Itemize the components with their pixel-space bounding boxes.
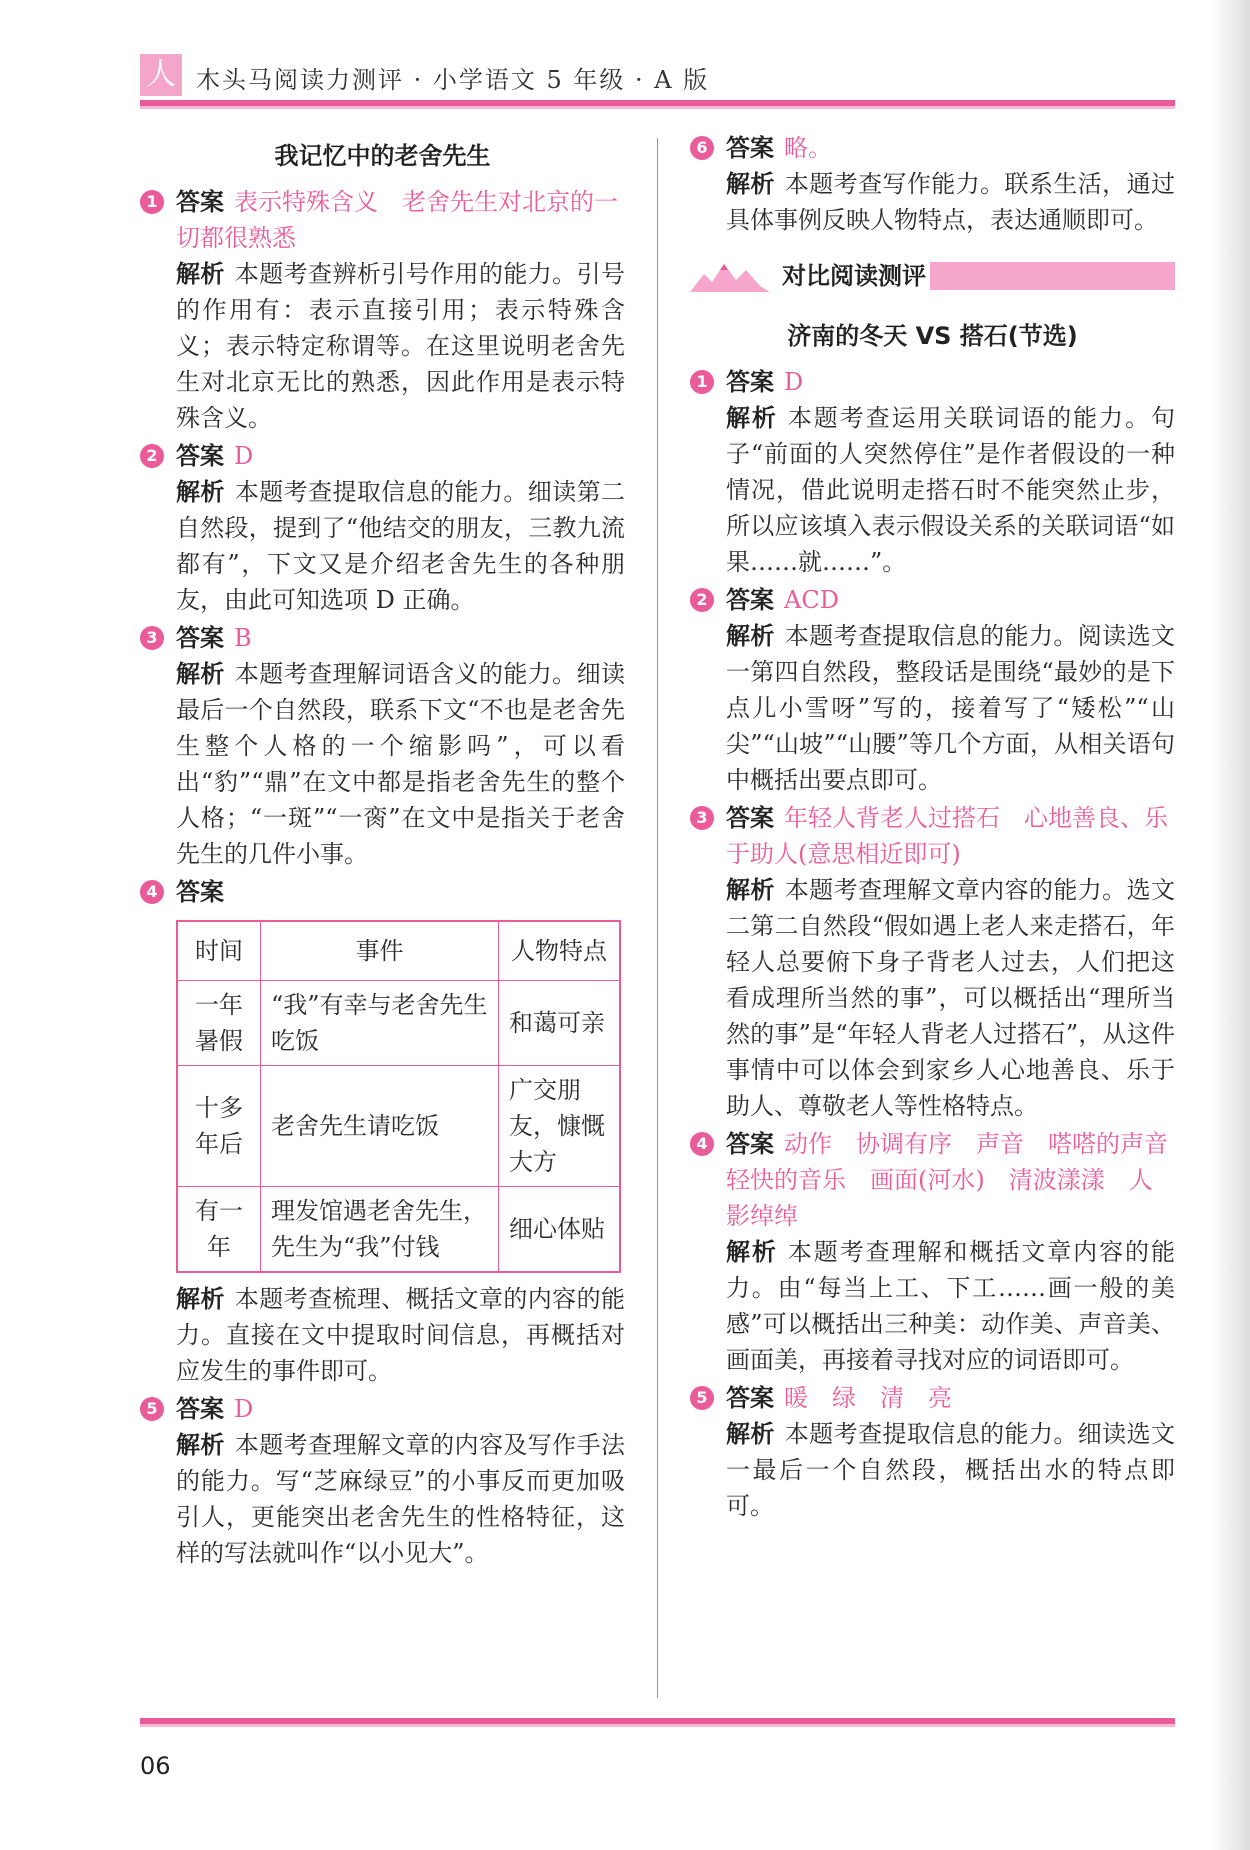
answer-table xyxy=(176,920,621,1273)
question-number: 4 xyxy=(140,880,164,904)
table-header: 人物特点 xyxy=(499,921,621,981)
analysis-line xyxy=(726,1234,1175,1378)
analysis-label: 解析 xyxy=(726,622,775,650)
table-header-row xyxy=(177,921,620,981)
answer-label: 答案 xyxy=(176,624,224,652)
analysis-text: 本题考查理解词语含义的能力。细读最后一个自然段，联系下文“不也是老舍先生整个人格的一个缩影吗”，可以看出“豹”“鼎”在文中都是指老舍先生的整个人格；“一斑”“一脔”在文中是指关于老舍先生的几件小事。 xyxy=(176,660,626,868)
answer-text: 动作 协调有序 声音 嗒嗒的声音 轻快的音乐 画面(河水) 清波漾漾 人影绰绰 xyxy=(726,1130,1192,1230)
analysis-line xyxy=(176,656,625,872)
analysis-text: 本题考查提取信息的能力。细读第二自然段，提到了“他结交的朋友，三教九流都有”，下文又是介绍老舍先生的各种朋友，由此可知选项 D 正确。 xyxy=(176,478,626,614)
answer-label: 答案 xyxy=(726,1130,774,1158)
answer-text: ACD xyxy=(784,586,839,614)
answer-line xyxy=(176,184,625,256)
analysis-line xyxy=(176,474,625,618)
question-1 xyxy=(140,184,625,436)
answer-label: 答案 xyxy=(726,804,774,832)
answer-text: 表示特殊含义 老舍先生对北京的一切都很熟悉 xyxy=(176,188,618,252)
comparative-reading-banner xyxy=(690,256,1175,300)
answer-text: D xyxy=(784,368,804,396)
question-2 xyxy=(140,438,625,618)
answer-label: 答案 xyxy=(176,878,224,906)
table-cell: “我”有幸与老舍先生吃饭 xyxy=(261,981,499,1066)
answer-text: 略。 xyxy=(784,134,832,162)
analysis-line xyxy=(726,1416,1175,1524)
answer-line xyxy=(726,800,1175,872)
analysis-label: 解析 xyxy=(176,260,225,288)
analysis-label: 解析 xyxy=(726,1238,778,1266)
table-row xyxy=(177,1066,620,1187)
series-logo: 人 xyxy=(140,54,182,96)
page-number: 06 xyxy=(140,1752,171,1780)
table-cell: 理发馆遇老舍先生，先生为“我”付钱 xyxy=(261,1187,499,1273)
analysis-text: 本题考查梳理、概括文章的内容的能力。直接在文中提取时间信息，再概括对应发生的事件即可。 xyxy=(176,1285,626,1385)
banner-title: 对比阅读测评 xyxy=(782,262,926,290)
left-column xyxy=(140,130,625,1573)
answer-text: 暖 绿 清 亮 xyxy=(784,1384,952,1412)
answer-line xyxy=(726,130,1175,166)
analysis-line xyxy=(176,1427,625,1571)
question-5 xyxy=(690,1380,1175,1524)
table-cell: 和蔼可亲 xyxy=(499,981,621,1066)
analysis-label: 解析 xyxy=(726,170,775,198)
answer-label: 答案 xyxy=(726,1384,774,1412)
question-number: 5 xyxy=(690,1386,714,1410)
table-cell: 十多年后 xyxy=(177,1066,261,1187)
book-title: 木头马阅读力测评 · 小学语文 5 年级 · A 版 xyxy=(196,66,710,94)
header-rule-light xyxy=(140,106,1175,109)
question-3 xyxy=(140,620,625,872)
answer-label: 答案 xyxy=(726,586,774,614)
question-number: 1 xyxy=(690,370,714,394)
answer-label: 答案 xyxy=(176,442,224,470)
analysis-label: 解析 xyxy=(176,478,225,506)
table-cell: 一年暑假 xyxy=(177,981,261,1066)
analysis-line xyxy=(176,256,625,436)
table-cell: 老舍先生请吃饭 xyxy=(261,1066,499,1187)
question-6 xyxy=(690,130,1175,238)
answer-line xyxy=(176,620,625,656)
analysis-line xyxy=(726,618,1175,798)
table-cell: 有一年 xyxy=(177,1187,261,1273)
answer-text: D xyxy=(234,1395,254,1423)
section-title-jinan: 济南的冬天 VS 搭石(节选) xyxy=(787,322,1078,350)
analysis-text: 本题考查理解文章内容的能力。选文二第二自然段“假如遇上老人来走搭石，年轻人总要俯下身子背老人过去，人们把这看成理所当然的事”，可以概括出“理所当然的事”是“年轻人背老人过搭石”，从这件事情中可以体会到家乡人心地善良、乐于助人、尊敬老人等性格特点。 xyxy=(726,876,1176,1120)
table-header: 事件 xyxy=(261,921,499,981)
analysis-label: 解析 xyxy=(176,660,225,688)
question-number: 1 xyxy=(140,190,164,214)
analysis-label: 解析 xyxy=(176,1431,225,1459)
analysis-text: 本题考查提取信息的能力。阅读选文一第四自然段，整段话是围绕“最妙的是下点儿小雪呀”写的，接着写了“矮松”“山尖”“山坡”“山腰”等几个方面，从相关语句中概括出要点即可。 xyxy=(726,622,1176,794)
answer-label: 答案 xyxy=(726,134,774,162)
answer-line xyxy=(726,582,1175,618)
answer-line xyxy=(176,438,625,474)
answer-line xyxy=(176,1391,625,1427)
analysis-text: 本题考查运用关联词语的能力。句子“前面的人突然停住”是作者假设的一种情况，借此说明走搭石时不能突然止步，所以应该填入表示假设关系的关联词语“如果……就……”。 xyxy=(726,404,1175,576)
answer-label: 答案 xyxy=(176,188,224,216)
table-cell: 细心体贴 xyxy=(499,1187,621,1273)
column-divider xyxy=(657,138,658,1698)
question-number: 3 xyxy=(690,806,714,830)
table-header: 时间 xyxy=(177,921,261,981)
question-number: 4 xyxy=(690,1132,714,1156)
analysis-label: 解析 xyxy=(176,1285,225,1313)
table-row xyxy=(177,1187,620,1273)
answer-line xyxy=(726,1380,1175,1416)
analysis-line xyxy=(726,400,1175,580)
analysis-label: 解析 xyxy=(726,404,778,432)
analysis-text: 本题考查理解和概括文章内容的能力。由“每当上工、下工……画一般的美感”可以概括出三种美：动作美、声音美、画面美，再接着寻找对应的词语即可。 xyxy=(726,1238,1175,1374)
banner-bar xyxy=(930,262,1175,290)
question-2 xyxy=(690,582,1175,798)
table-row xyxy=(177,981,620,1066)
mountain-icon xyxy=(690,258,770,294)
section-title-lao-she: 我记忆中的老舍先生 xyxy=(274,142,491,170)
footer-rule-light xyxy=(140,1724,1175,1727)
answer-line xyxy=(726,364,1175,400)
analysis-text: 本题考查理解文章的内容及写作手法的能力。写“芝麻绿豆”的小事反而更加吸引人，更能突出老舍先生的性格特征，这样的写法就叫作“以小见大”。 xyxy=(176,1431,626,1567)
question-number: 5 xyxy=(140,1397,164,1421)
answer-text: B xyxy=(234,624,252,652)
page-edge-shadow xyxy=(1210,0,1250,1850)
answer-label: 答案 xyxy=(726,368,774,396)
right-column xyxy=(690,130,1192,1526)
analysis-line xyxy=(726,872,1175,1124)
question-5 xyxy=(140,1391,625,1571)
analysis-text: 本题考查提取信息的能力。细读选文一最后一个自然段，概括出水的特点即可。 xyxy=(726,1420,1176,1520)
answer-line xyxy=(176,874,625,910)
question-number: 2 xyxy=(140,444,164,468)
question-number: 6 xyxy=(690,136,714,160)
question-number: 3 xyxy=(140,626,164,650)
analysis-label: 解析 xyxy=(726,876,775,904)
answer-line xyxy=(726,1126,1192,1234)
answer-text: 年轻人背老人过搭石 心地善良、乐于助人(意思相近即可) xyxy=(726,804,1168,868)
page-header xyxy=(140,54,1175,104)
question-3 xyxy=(690,800,1175,1124)
question-4 xyxy=(690,1126,1192,1378)
answer-label: 答案 xyxy=(176,1395,224,1423)
question-1 xyxy=(690,364,1175,580)
table-cell: 广交朋友，慷慨大方 xyxy=(499,1066,621,1187)
analysis-line xyxy=(726,166,1175,238)
question-number: 2 xyxy=(690,588,714,612)
analysis-label: 解析 xyxy=(726,1420,775,1448)
analysis-text: 本题考查辨析引号作用的能力。引号的作用有：表示直接引用；表示特殊含义；表示特定称谓等。在这里说明老舍先生对北京无比的熟悉，因此作用是表示特殊含义。 xyxy=(176,260,626,432)
answer-text: D xyxy=(234,442,254,470)
analysis-line xyxy=(176,1281,625,1389)
question-4 xyxy=(140,874,625,1389)
analysis-text: 本题考查写作能力。联系生活，通过具体事例反映人物特点，表达通顺即可。 xyxy=(726,170,1176,234)
